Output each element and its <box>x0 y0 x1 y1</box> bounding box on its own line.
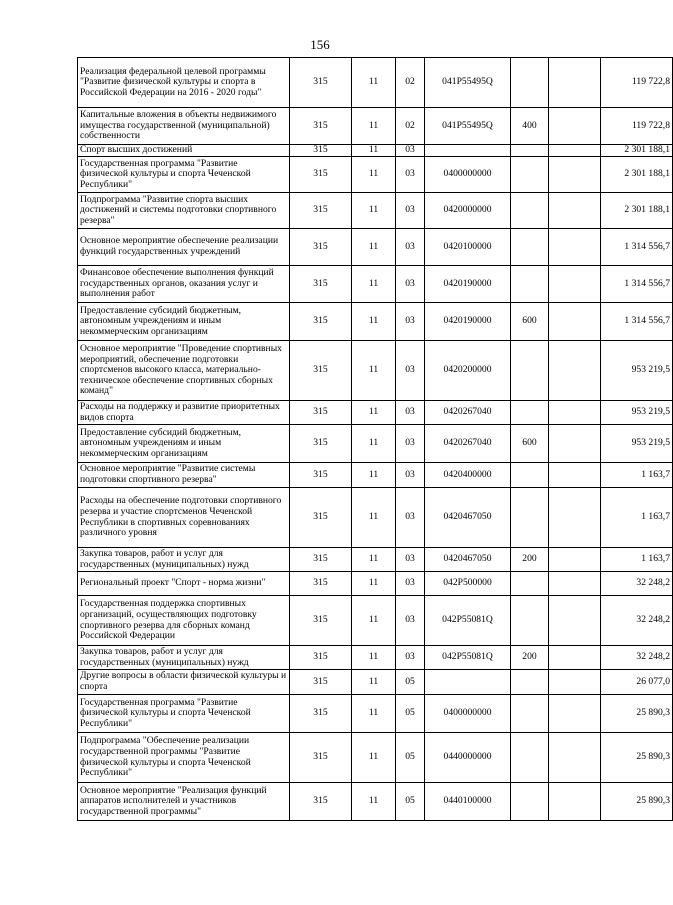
empty-cell <box>549 58 601 108</box>
amount-cell: 2 301 188,1 <box>601 145 673 157</box>
subsection-code-cell: 03 <box>396 145 425 157</box>
subsection-code-cell: 03 <box>396 488 425 548</box>
empty-cell <box>549 303 601 341</box>
grbs-code-cell: 315 <box>290 733 352 783</box>
grbs-code-cell: 315 <box>290 58 352 108</box>
section-code-cell: 11 <box>352 670 396 695</box>
subsection-code-cell: 03 <box>396 646 425 670</box>
subsection-code-cell: 03 <box>396 266 425 303</box>
grbs-code-cell: 315 <box>290 266 352 303</box>
amount-cell: 1 163,7 <box>601 548 673 572</box>
amount-cell: 119 722,8 <box>601 108 673 145</box>
grbs-code-cell: 315 <box>290 229 352 266</box>
subsection-code-cell: 03 <box>396 229 425 266</box>
empty-cell <box>549 596 601 646</box>
row-name-cell: Основное мероприятие "Проведение спортивных мероприятий, обеспечение подготовки спортсменов высокого класса, материально-техническое обеспечение спортивных сборных команд" <box>78 341 290 401</box>
amount-cell: 2 301 188,1 <box>601 193 673 229</box>
subsection-code-cell: 03 <box>396 463 425 488</box>
grbs-code-cell: 315 <box>290 488 352 548</box>
section-code-cell: 11 <box>352 145 396 157</box>
amount-cell: 953 219,5 <box>601 341 673 401</box>
subsection-code-cell: 05 <box>396 695 425 733</box>
target-article-cell: 0440100000 <box>425 783 511 821</box>
row-name-cell: Расходы на обеспечение подготовки спортивного резерва и участие спортсменов Чеченской Республики в спортивных соревнованиях различного уровня <box>78 488 290 548</box>
amount-cell: 32 248,2 <box>601 596 673 646</box>
expense-type-cell: 200 <box>511 548 549 572</box>
amount-cell: 32 248,2 <box>601 646 673 670</box>
target-article-cell: 0420190000 <box>425 303 511 341</box>
row-name-cell: Основное мероприятие "Развитие системы подготовки спортивного резерва" <box>78 463 290 488</box>
section-code-cell: 11 <box>352 401 396 425</box>
grbs-code-cell: 315 <box>290 596 352 646</box>
row-name-cell: Расходы на поддержку и развитие приоритетных видов спорта <box>78 401 290 425</box>
grbs-code-cell: 315 <box>290 695 352 733</box>
expense-type-cell <box>511 596 549 646</box>
table-row <box>78 266 673 303</box>
subsection-code-cell: 03 <box>396 341 425 401</box>
section-code-cell: 11 <box>352 488 396 548</box>
row-name-cell: Закупка товаров, работ и услуг для государственных (муниципальных) нужд <box>78 548 290 572</box>
section-code-cell: 11 <box>352 341 396 401</box>
row-name-cell: Спорт высших достижений <box>78 145 290 157</box>
expense-type-cell <box>511 733 549 783</box>
target-article-cell <box>425 145 511 157</box>
target-article-cell: 042Р55081Q <box>425 596 511 646</box>
section-code-cell: 11 <box>352 157 396 193</box>
row-name-cell: Основное мероприятие обеспечение реализации функций государственных учреждений <box>78 229 290 266</box>
amount-cell: 25 890,3 <box>601 733 673 783</box>
row-name-cell: Закупка товаров, работ и услуг для государственных (муниципальных) нужд <box>78 646 290 670</box>
amount-cell: 119 722,8 <box>601 58 673 108</box>
empty-cell <box>549 695 601 733</box>
target-article-cell: 042Р500000 <box>425 572 511 596</box>
section-code-cell: 11 <box>352 58 396 108</box>
empty-cell <box>549 548 601 572</box>
amount-cell: 26 077,0 <box>601 670 673 695</box>
target-article-cell: 0400000000 <box>425 695 511 733</box>
empty-cell <box>549 425 601 463</box>
table-row <box>78 145 673 157</box>
amount-cell: 25 890,3 <box>601 783 673 821</box>
row-name-cell: Подпрограмма "Развитие спорта высших достижений и системы подготовки спортивного резерва" <box>78 193 290 229</box>
empty-cell <box>549 193 601 229</box>
amount-cell: 1 314 556,7 <box>601 229 673 266</box>
row-name-cell: Капитальные вложения в объекты недвижимого имущества государственной (муниципальной) собственности <box>78 108 290 145</box>
empty-cell <box>549 157 601 193</box>
section-code-cell: 11 <box>352 695 396 733</box>
empty-cell <box>549 266 601 303</box>
row-name-cell: Предоставление субсидий бюджетным, автономным учреждениям и иным некоммерческим организациям <box>78 425 290 463</box>
amount-cell: 1 163,7 <box>601 463 673 488</box>
target-article-cell: 042Р55081Q <box>425 646 511 670</box>
target-article-cell: 0420190000 <box>425 266 511 303</box>
subsection-code-cell: 05 <box>396 733 425 783</box>
section-code-cell: 11 <box>352 108 396 145</box>
empty-cell <box>549 572 601 596</box>
table-row <box>78 488 673 548</box>
target-article-cell: 041Р55495Q <box>425 58 511 108</box>
budget-table <box>77 57 673 821</box>
subsection-code-cell: 02 <box>396 108 425 145</box>
table-row <box>78 108 673 145</box>
table-row <box>78 341 673 401</box>
grbs-code-cell: 315 <box>290 108 352 145</box>
table-row <box>78 425 673 463</box>
table-row <box>78 193 673 229</box>
expense-type-cell <box>511 670 549 695</box>
table-row <box>78 303 673 341</box>
grbs-code-cell: 315 <box>290 341 352 401</box>
empty-cell <box>549 401 601 425</box>
grbs-code-cell: 315 <box>290 548 352 572</box>
section-code-cell: 11 <box>352 425 396 463</box>
grbs-code-cell: 315 <box>290 572 352 596</box>
table-row <box>78 58 673 108</box>
grbs-code-cell: 315 <box>290 646 352 670</box>
grbs-code-cell: 315 <box>290 401 352 425</box>
amount-cell: 953 219,5 <box>601 401 673 425</box>
row-name-cell: Подпрограмма "Обеспечение реализации государственной программы "Развитие физической культуры и спорта Чеченской Республики" <box>78 733 290 783</box>
table-row <box>78 463 673 488</box>
expense-type-cell <box>511 229 549 266</box>
expense-type-cell <box>511 783 549 821</box>
empty-cell <box>549 108 601 145</box>
grbs-code-cell: 315 <box>290 145 352 157</box>
subsection-code-cell: 03 <box>396 596 425 646</box>
table-row <box>78 229 673 266</box>
target-article-cell: 0440000000 <box>425 733 511 783</box>
expense-type-cell <box>511 488 549 548</box>
amount-cell: 2 301 188,1 <box>601 157 673 193</box>
expense-type-cell: 600 <box>511 303 549 341</box>
subsection-code-cell: 03 <box>396 572 425 596</box>
section-code-cell: 11 <box>352 596 396 646</box>
subsection-code-cell: 03 <box>396 193 425 229</box>
table-row <box>78 401 673 425</box>
target-article-cell: 0420000000 <box>425 193 511 229</box>
grbs-code-cell: 315 <box>290 463 352 488</box>
expense-type-cell <box>511 341 549 401</box>
section-code-cell: 11 <box>352 572 396 596</box>
empty-cell <box>549 670 601 695</box>
section-code-cell: 11 <box>352 193 396 229</box>
section-code-cell: 11 <box>352 266 396 303</box>
section-code-cell: 11 <box>352 463 396 488</box>
empty-cell <box>549 783 601 821</box>
expense-type-cell: 600 <box>511 425 549 463</box>
table-row <box>78 783 673 821</box>
expense-type-cell <box>511 572 549 596</box>
row-name-cell: Региональный проект "Спорт - норма жизни" <box>78 572 290 596</box>
table-row <box>78 733 673 783</box>
amount-cell: 1 314 556,7 <box>601 303 673 341</box>
subsection-code-cell: 03 <box>396 425 425 463</box>
target-article-cell: 041Р55495Q <box>425 108 511 145</box>
row-name-cell: Финансовое обеспечение выполнения функций государственных органов, оказания услуг и выполнения работ <box>78 266 290 303</box>
budget-table-body <box>78 58 673 821</box>
row-name-cell: Государственная программа "Развитие физической культуры и спорта Чеченской Республики" <box>78 695 290 733</box>
empty-cell <box>549 488 601 548</box>
section-code-cell: 11 <box>352 783 396 821</box>
row-name-cell: Предоставление субсидий бюджетным, автономным учреждениям и иным некоммерческим организациям <box>78 303 290 341</box>
target-article-cell: 0420267040 <box>425 425 511 463</box>
table-row <box>78 695 673 733</box>
target-article-cell: 0420467050 <box>425 548 511 572</box>
target-article-cell <box>425 670 511 695</box>
empty-cell <box>549 341 601 401</box>
empty-cell <box>549 145 601 157</box>
amount-cell: 32 248,2 <box>601 572 673 596</box>
target-article-cell: 0420267040 <box>425 401 511 425</box>
target-article-cell: 0420400000 <box>425 463 511 488</box>
target-article-cell: 0420467050 <box>425 488 511 548</box>
amount-cell: 1 163,7 <box>601 488 673 548</box>
section-code-cell: 11 <box>352 303 396 341</box>
row-name-cell: Реализация федеральной целевой программы "Развитие физической культуры и спорта в Российской Федерации на 2016 - 2020 годы" <box>78 58 290 108</box>
grbs-code-cell: 315 <box>290 157 352 193</box>
section-code-cell: 11 <box>352 733 396 783</box>
target-article-cell: 0420200000 <box>425 341 511 401</box>
target-article-cell: 0400000000 <box>425 157 511 193</box>
row-name-cell: Другие вопросы в области физической культуры и спорта <box>78 670 290 695</box>
target-article-cell: 0420100000 <box>425 229 511 266</box>
expense-type-cell <box>511 157 549 193</box>
table-row <box>78 596 673 646</box>
table-row <box>78 548 673 572</box>
amount-cell: 25 890,3 <box>601 695 673 733</box>
amount-cell: 953 219,5 <box>601 425 673 463</box>
expense-type-cell <box>511 401 549 425</box>
subsection-code-cell: 05 <box>396 670 425 695</box>
expense-type-cell <box>511 58 549 108</box>
grbs-code-cell: 315 <box>290 193 352 229</box>
table-row <box>78 670 673 695</box>
section-code-cell: 11 <box>352 646 396 670</box>
row-name-cell: Основное мероприятие "Реализация функций аппаратов исполнителей и участников государственной программы" <box>78 783 290 821</box>
section-code-cell: 11 <box>352 229 396 266</box>
table-row <box>78 572 673 596</box>
amount-cell: 1 314 556,7 <box>601 266 673 303</box>
row-name-cell: Государственная программа "Развитие физической культуры и спорта Чеченской Республики" <box>78 157 290 193</box>
empty-cell <box>549 463 601 488</box>
expense-type-cell <box>511 463 549 488</box>
grbs-code-cell: 315 <box>290 783 352 821</box>
table-row <box>78 646 673 670</box>
subsection-code-cell: 03 <box>396 401 425 425</box>
grbs-code-cell: 315 <box>290 670 352 695</box>
expense-type-cell <box>511 695 549 733</box>
subsection-code-cell: 03 <box>396 303 425 341</box>
table-row <box>78 157 673 193</box>
expense-type-cell <box>511 193 549 229</box>
expense-type-cell: 200 <box>511 646 549 670</box>
grbs-code-cell: 315 <box>290 425 352 463</box>
subsection-code-cell: 05 <box>396 783 425 821</box>
empty-cell <box>549 733 601 783</box>
empty-cell <box>549 229 601 266</box>
section-code-cell: 11 <box>352 548 396 572</box>
grbs-code-cell: 315 <box>290 303 352 341</box>
expense-type-cell <box>511 145 549 157</box>
expense-type-cell: 400 <box>511 108 549 145</box>
subsection-code-cell: 03 <box>396 548 425 572</box>
empty-cell <box>549 646 601 670</box>
subsection-code-cell: 02 <box>396 58 425 108</box>
row-name-cell: Государственная поддержка спортивных организаций, осуществляющих подготовку спортивного резерва для сборных команд Российской Федерации <box>78 596 290 646</box>
expense-type-cell <box>511 266 549 303</box>
page-number: 156 <box>310 37 330 52</box>
subsection-code-cell: 03 <box>396 157 425 193</box>
